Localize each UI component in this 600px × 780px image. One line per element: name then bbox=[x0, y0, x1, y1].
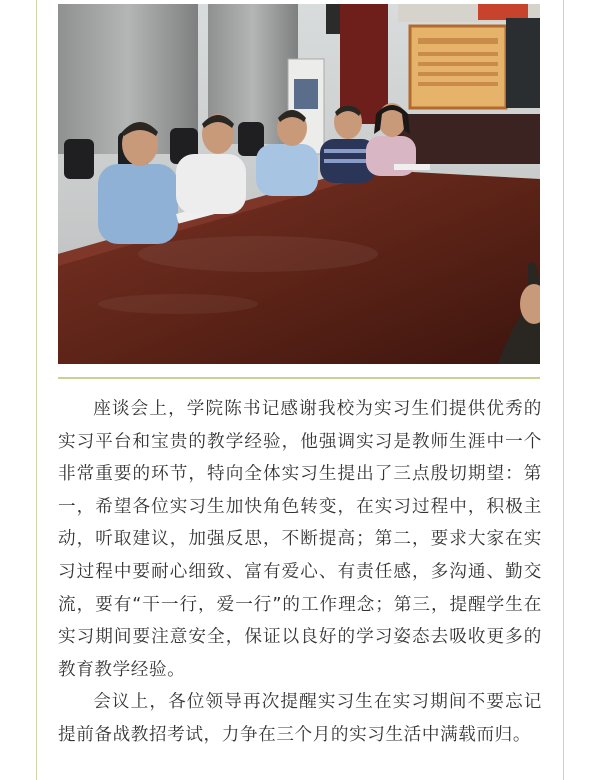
tv-screen bbox=[506, 18, 540, 108]
meeting-room-photo bbox=[58, 4, 540, 364]
section-divider bbox=[58, 377, 540, 379]
speaker bbox=[326, 4, 340, 34]
air-conditioner-display bbox=[294, 79, 318, 109]
banner bbox=[478, 4, 528, 20]
article-body bbox=[58, 393, 542, 752]
paragraph-2: 会议上，各位领导再次提醒实习生在实习期间不要忘记提前备战教招考试，力争在三个月的实习生活中满载而归。 bbox=[58, 692, 542, 745]
paragraph-1: 座谈会上，学院陈书记感谢我校为实习生们提供优秀的实习平台和宝贵的教学经验，他强调实习是教师生涯中一个非常重要的环节，特向全体实习生提出了三点殷切期望：第一，希望各位实习生加快角色转变，在实习过程中，积极主动，听取建议，加强反思，不断提高；第二，要求大家在实习过程中要耐心细致、富有爱心、有责任感，多沟通、勤交流，要有“干一行，爱一行”的工作理念；第三，提醒学生在实习期间要注意安全，保证以良好的学习姿态去吸收更多的教育教学经验。 bbox=[58, 399, 542, 680]
